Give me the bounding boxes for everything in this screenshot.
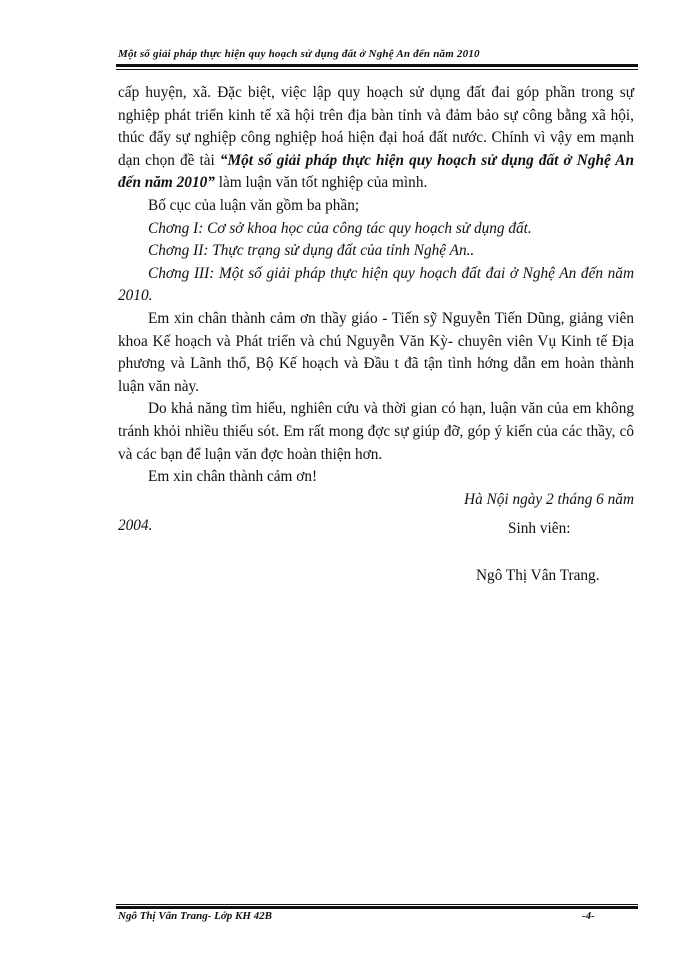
page-number: -4- [582,910,595,922]
paragraph-limits: Do khả năng tìm hiểu, nghiên cứu và thời gian có hạn, luận văn của em không tránh khỏi nhiều thiếu sót. Em rất mong đợc sự giúp đỡ, góp ý kiến của các thầy, cô và các bạn để luận văn đợc hoàn thiện hơn. [118,400,634,463]
page-body [118,82,634,538]
header-rule-thin [116,69,638,70]
year-line: 2004. [118,517,153,535]
paragraph-thanks: Em xin chân thành cảm ơn thầy giáo - Tiến sỹ Nguyễn Tiến Dũng, giảng viên khoa Kế hoạch và Phát triển và chú Nguyễn Văn Kỳ- chuyên viên Vụ Kinh tế Địa phương và Lãnh thổ, Bộ Kế hoạch và Đầu t đã tận tình hớng dẫn em hoàn thành luận văn này. [118,309,634,395]
closing-line: Em xin chân thành cảm ơn! [148,468,318,486]
chapter-2: Chơng II: Thực trạng sử dụng đất của tỉnh Nghệ An.. [148,242,475,260]
structure-intro: Bố cục của luận văn gồm ba phần; [148,196,360,214]
intro-end-text: làm luận văn tốt nghiệp của mình. [214,174,428,192]
footer-rule-thin [116,904,638,905]
paragraph-intro [118,82,634,195]
running-header: Một số giải pháp thực hiện quy hoạch sử dụng đất ở Nghệ An đến năm 2010 [118,48,480,60]
header-rule-thick [116,64,638,67]
date-line: Hà Nội ngày 2 tháng 6 năm [464,490,634,508]
chapter-3: Chơng III: Một số giải pháp thực hiện quy hoạch đất đai ở Nghệ An đến năm 2010. [118,264,634,305]
thesis-title: “Một số giải pháp thực hiện quy hoạch sử dụng đất ở Nghệ An đến năm 2010” [118,151,634,192]
footer-author: Ngô Thị Vân Trang- Lớp KH 42B [118,910,273,922]
footer-rule-thick [116,906,638,909]
signature-name: Ngô Thị Vân Trang. [476,567,600,584]
signature-role: Sinh viên: [508,520,571,537]
intro-text: cấp huyện, xã. Đặc biệt, việc lập quy hoạch sử dụng đất đai góp phần trong sự nghiệp phát triển kinh tế xã hội trên địa bàn tỉnh và đảm bảo sự công bằng xã hội, thúc đẩy sự nghiệp công nghiệp hoá hiện đại hoá đất nước. Chính vì vậy em mạnh dạn chọn đề tài [118,84,634,169]
chapter-1: Chơng I: Cơ sở khoa học của công tác quy hoạch sử dụng đất. [148,219,532,237]
